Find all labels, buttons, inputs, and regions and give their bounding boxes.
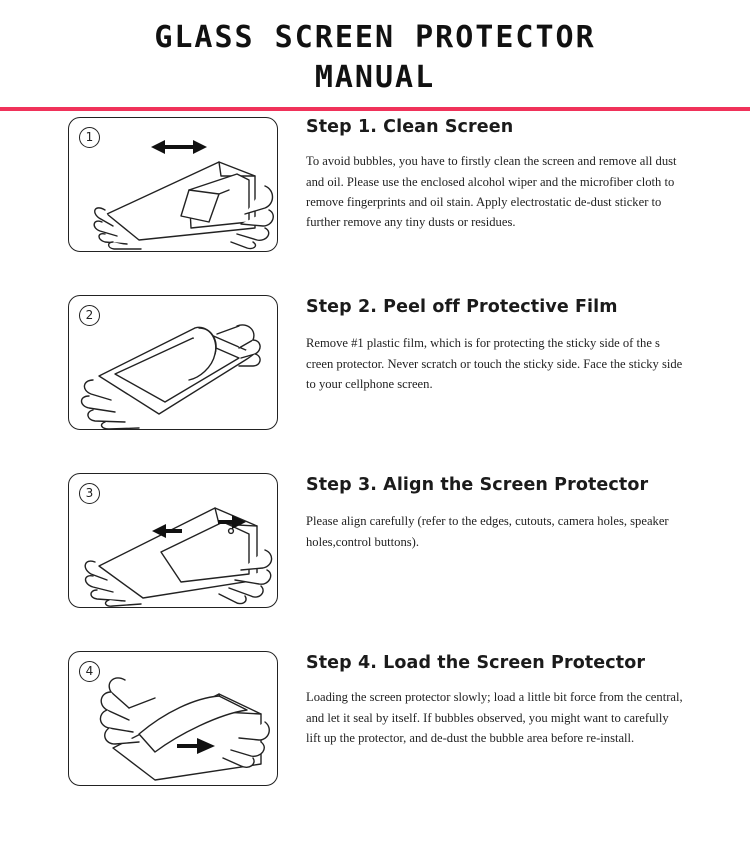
load-protector-drawing [69, 652, 277, 785]
step-body: Remove #1 plastic film, which is for protecting the sticky side of the s creen protector. Never scratch or touch the sticky side. Face the sticky side to your cellphone screen. [306, 336, 683, 391]
step-text [278, 295, 730, 394]
page-bottom-space [0, 811, 750, 841]
align-protector-drawing [69, 474, 277, 607]
step-number-badge: 1 [79, 127, 100, 148]
clean-screen-illustration [68, 117, 278, 252]
step-text [278, 651, 730, 748]
document-header [0, 0, 750, 97]
step-heading: Step 1. Clean Screen [306, 117, 514, 138]
step-body: Please align carefully (refer to the edges, cutouts, camera holes, speaker holes,control buttons). [306, 514, 669, 549]
step-heading: Step 4. Load the Screen Protector [306, 653, 646, 674]
motion-arrows [151, 140, 207, 154]
step-body: Loading the screen protector slowly; load a little bit force from the central, and let it seal by itself. If bubbles observed, you might want to carefully lift up the protector, and de-dust the bubble area before re-install. [306, 690, 683, 745]
step-item [0, 295, 750, 455]
step-body: To avoid bubbles, you have to firstly clean the screen and remove all dust and oil. Please use the enclosed alcohol wiper and the microfiber cloth to remove fingerprints and oil stain. Apply electrostatic de-dust sticker to further remove any tiny dusts or residues. [306, 154, 677, 230]
step-number-badge: 3 [79, 483, 100, 504]
step-item [0, 473, 750, 633]
step-heading: Step 3. Align the Screen Protector [306, 475, 649, 496]
steps-list [0, 117, 750, 811]
step-text [278, 117, 730, 233]
peel-film-drawing [69, 296, 277, 429]
align-protector-illustration [68, 473, 278, 608]
document-title-line-1: GLASS SCREEN PROTECTOR [154, 20, 596, 55]
step-number-badge: 4 [79, 661, 100, 682]
peel-film-illustration [68, 295, 278, 430]
clean-screen-drawing [69, 118, 277, 251]
step-number-badge: 2 [79, 305, 100, 326]
step-item [0, 651, 750, 811]
document-title-line-2: MANUAL [314, 59, 436, 95]
step-text [278, 473, 730, 552]
step-heading: Step 2. Peel off Protective Film [306, 297, 618, 318]
header-divider [0, 107, 750, 111]
step-item [0, 117, 750, 277]
load-protector-illustration [68, 651, 278, 786]
